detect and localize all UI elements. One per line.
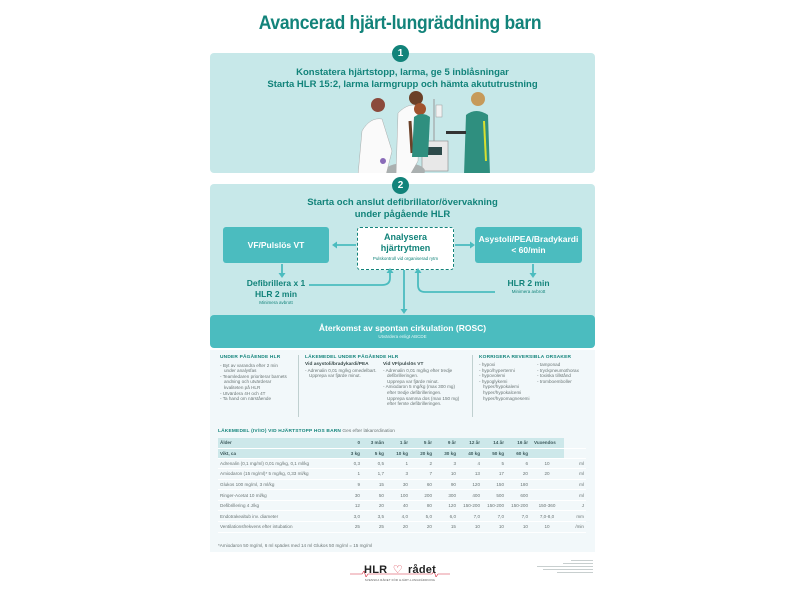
step-2-heading [210,197,595,221]
weight-label: Vikt, ca [218,448,338,458]
cell: 4 [458,458,482,469]
unit-header [564,438,586,448]
age-cell: 0 [338,438,362,448]
list-item: - Ta hand om närstående [220,396,290,402]
age-cell: 14 år [482,438,506,448]
cell: 20 [362,500,386,511]
cell: 20 [410,522,434,533]
unit-cell: J [564,500,586,511]
list-item: - Amiodaron 5 mg/kg (max 300 mg) efter tredje defibrilleringen. [383,384,461,395]
cell: 9 [338,479,362,490]
cell: 20 [386,522,410,533]
cell: 150-200 [458,500,482,511]
age-cell: 1 år [386,438,410,448]
row-label: Glukos 100 mg/ml, 3 ml/kg [218,479,338,490]
logo-tagline: SVENSKA RÅDET FÖR HJÄRT-LUNGRÄDDNING [364,578,436,582]
cell: 0,5 [362,458,386,469]
during-cpr-column [220,355,290,402]
cell: 30 [338,490,362,501]
age-cell: 5 år [410,438,434,448]
adult-cell [530,479,564,490]
cell: 120 [458,479,482,490]
hlr-radet-logo [350,560,450,586]
cpr-2min-line: HLR 2 min [507,278,550,288]
asystole-line-1: Asystoli/PEA/Bradykardi [478,234,579,244]
cell: 5 [482,458,506,469]
cell: 20 [506,469,530,480]
row-label: Amiodaron (15 mg/ml)* 5 mg/kg, 0,33 ml/kg [218,469,338,480]
cell: 60 [410,479,434,490]
row-label: Defibrillering 4 J/kg [218,500,338,511]
cell: 7 [410,469,434,480]
poster [205,0,595,600]
list-item: Upprepa var fjärde minut. [387,378,439,384]
cell: 1,7 [362,469,386,480]
reversible-causes-heading: KORRIGERA REVERSIBLA ORSAKER [479,355,572,360]
heart-icon: ♡ [392,564,403,576]
amiodarone-footnote: *Amiodaron 50 mg/ml, 6 ml spädes med 14 ml Glukos 50 mg/ml = 15 mg/ml [218,543,373,548]
age-cell: 16 år [506,438,530,448]
age-cell: 9 år [434,438,458,448]
list-item: Upprepa var fjärde minut. [309,373,361,379]
cell: 5,0 [410,511,434,522]
cell: 150 [482,479,506,490]
dose-table [218,438,586,533]
list-item: - Byt av varandra efter 2 min under analysfas [220,363,290,374]
step-1-badge: 1 [392,45,409,62]
list-item: - tryckpneumothorax [537,368,593,374]
age-label: Ålder [218,438,338,448]
cell: 7,0 [458,511,482,522]
adult-dose-label: Vuxendos [530,438,564,448]
medication-column [298,355,468,417]
list-item: - Adrenalin 0,01 mg/kg efter tredje defibrilleringen. [383,368,461,379]
cell: 120 [434,500,458,511]
analyse-rhythm-box [357,227,454,270]
dose-table-section [210,422,595,552]
weight-cell: 60 kg [506,448,530,458]
vf-pulseless-vt-box: VF/Pulslös VT [223,227,329,263]
cell: 40 [386,500,410,511]
analyse-rhythm-title [358,232,453,254]
weight-cell: 40 kg [458,448,482,458]
cell: 3,0 [338,511,362,522]
cpr-2min-label [475,278,582,295]
during-cpr-list [220,363,290,402]
list-item: Upprepa samma dos (max 150 mg) efter femte defibrilleringen. [387,395,460,407]
unit-cell: ml [564,458,586,469]
cell: 180 [506,479,530,490]
logo-radet-text: rådet [408,564,436,576]
step-1-line-1: Konstatera hjärtstopp, larma, ge 5 inblåsningar [296,67,509,78]
reversible-causes-list-b [537,362,593,384]
cell: 7,0 [482,511,506,522]
row-label: Ventilationsfrekvens efter intubation [218,522,338,533]
table-row [218,490,586,501]
cell: 15 [362,479,386,490]
adult-cell: 10 [530,458,564,469]
unit-cell: /min [564,522,586,533]
table-row [218,458,586,469]
cell: 500 [482,490,506,501]
step-2-badge: 2 [392,177,409,194]
list-item: - Utvärdera 4H och 4T [220,391,290,397]
pulse-check-note: Pulskontroll vid organiserad rytm [372,256,439,261]
vf-med-heading: Vid VF/pulslös VT [383,362,424,367]
step-1-instructions [210,67,595,91]
fine-print [535,560,593,575]
defibrillate-label [223,278,329,306]
defibrillate-line-1: Defibrillera x 1 [246,278,306,288]
step-1-line-2: Starta HLR 15:2, larma larmgrupp och hämta akututrustning [267,79,538,90]
table-row [218,469,586,480]
cell: 7,0 [506,511,530,522]
rosc-note: Utvärdera enligt ABCDE [378,334,427,339]
asystole-medication [305,362,383,379]
minimize-interruptions-right: Minimera avbrott [511,289,546,294]
cell: 600 [506,490,530,501]
list-item: - Teamledaren prioriterar barnets andning och utvärderar kvaliteten på HLR [220,374,290,391]
list-item: - hypoxi [479,362,537,368]
list-item: - Adrenalin 0,01 mg/kg omedelbart. [305,368,383,374]
asystole-pea-box [475,227,582,263]
cell: 3,5 [362,511,386,522]
cell: 0,3 [338,458,362,469]
weight-cell: 5 kg [362,448,386,458]
adult-cell: 150-360 [530,500,564,511]
analyse-line-2: hjärtrytmen [380,243,431,253]
cell: 90 [434,479,458,490]
row-label: Endotrakealtub inv. diameter [218,511,338,522]
rosc-title: Återkomst av spontan cirkulation (ROSC) [318,323,487,333]
adult-cell: 20 [530,469,564,480]
age-cell: 12 år [458,438,482,448]
weight-cell: 20 kg [410,448,434,458]
table-row [218,500,586,511]
row-label: Adrenalin (0,1 mg/ml) 0,01 mg/kg, 0,1 ml/kg [218,458,338,469]
cell: 300 [434,490,458,501]
cell: 150-200 [506,500,530,511]
logo-hlr-text: HLR [364,564,388,576]
cell: 17 [482,469,506,480]
step-2-heading-line-2: under pågående HLR [354,209,451,220]
cell: 10 [506,522,530,533]
cell: 13 [458,469,482,480]
list-item: - hypoglykemi [479,379,537,385]
info-section [210,350,595,422]
asystole-med-list [305,368,383,379]
table-row [218,479,586,490]
list-item: hyper/hypokalemi [483,384,520,390]
age-cell: 3 mån [362,438,386,448]
vf-medication [383,362,461,407]
medication-heading: LÄKEMEDEL UNDER PÅGÅENDE HLR [305,355,399,360]
table-row [218,511,586,522]
cell: 6,0 [434,511,458,522]
unit-cell: ml [564,479,586,490]
step-1-panel [210,53,595,173]
rosc-box [210,315,595,348]
dose-table-subtitle: Ges efter läkarordination [342,429,395,434]
cell: 150-200 [482,500,506,511]
dose-table-title [218,429,395,434]
cell: 12 [338,500,362,511]
cell: 100 [386,490,410,501]
cell: 200 [410,490,434,501]
cell: 25 [362,522,386,533]
weight-cell: 10 kg [386,448,410,458]
analyse-line-1: Analysera [383,232,428,242]
cell: 400 [458,490,482,501]
cell: 25 [338,522,362,533]
weight-cell: 30 kg [434,448,458,458]
cell: 10 [434,469,458,480]
unit-cell: ml [564,469,586,480]
adult-weight-cell [530,448,564,458]
weight-cell: 50 kg [482,448,506,458]
row-label: Ringer-Acetat 10 ml/kg [218,490,338,501]
cell: 3 [386,469,410,480]
page-title: Avancerad hjärt-lungräddning barn [258,13,542,34]
asystole-line-2: < 60/min [511,245,546,255]
cell: 15 [434,522,458,533]
cell: 50 [362,490,386,501]
cell: 6 [506,458,530,469]
cell: 1 [338,469,362,480]
list-item: - hypo/hypertermi [479,368,537,374]
defibrillate-line-2: HLR 2 min [254,289,298,299]
adult-cell: 10 [530,522,564,533]
list-item: hyper/hypokalcemi [483,389,522,395]
during-cpr-heading: UNDER PÅGÅENDE HLR [220,355,281,360]
cell: 30 [386,479,410,490]
list-item: - toxiska tillstånd [537,373,593,379]
minimize-interruptions-left: Minimera avbrott [259,300,293,305]
table-row [218,522,586,533]
cell: 2 [410,458,434,469]
asystole-med-heading: Vid asystoli/bradykardi/PEA [305,362,369,367]
cell: 1 [386,458,410,469]
reversible-causes-column [472,355,592,417]
step-2-heading-line-1: Starta och anslut defibrillator/övervakning [307,197,498,208]
adult-cell: 7,0-8,0 [530,511,564,522]
unit-cell: mm [564,511,586,522]
unit-cell: ml [564,490,586,501]
dose-table-heading: LÄKEMEDEL (IV/IO) VID HJÄRTSTOPP HOS BARN [218,429,342,434]
list-item: hyper/hypomagnesemi [483,395,530,401]
table-header-weight [218,448,586,458]
cpr-team-illustration [300,91,500,173]
cell: 4,0 [386,511,410,522]
vf-med-list [383,368,461,407]
adult-cell [530,490,564,501]
list-item: - hypovolemi [479,373,537,379]
cell: 10 [482,522,506,533]
cell: 10 [458,522,482,533]
weight-cell: 3 kg [338,448,362,458]
cell: 3 [434,458,458,469]
list-item: - tromboemboller [537,379,593,385]
unit-header [564,448,586,458]
reversible-causes-list-a [479,362,537,401]
cell: 80 [410,500,434,511]
table-header-age [218,438,586,448]
list-item: - tamponad [537,362,593,368]
